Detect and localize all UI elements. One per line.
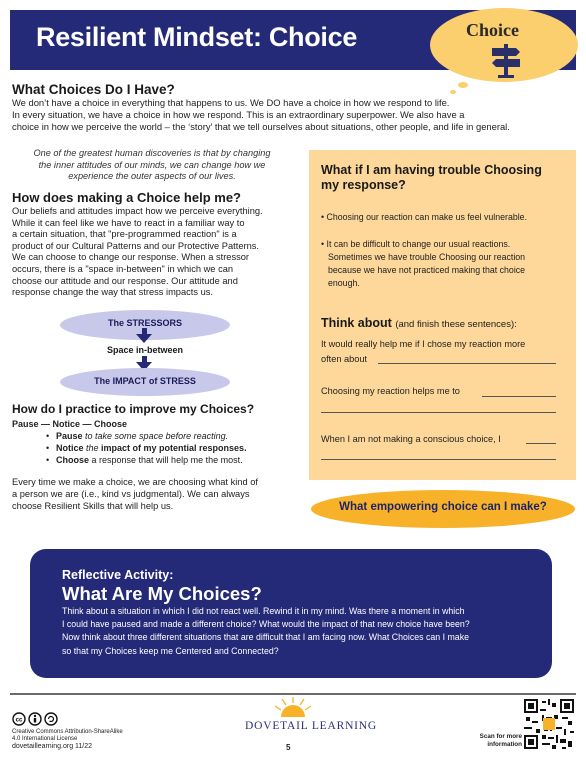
svg-text:cc: cc bbox=[15, 717, 23, 724]
what-choices-line: In every situation, we have a choice in how we respond. This is an extraordinary superpower. We also have a bbox=[12, 109, 465, 120]
dovetail-learning-logo: DOVETAIL LEARNING bbox=[245, 720, 378, 732]
practice-closing bbox=[12, 477, 302, 512]
page-number: 5 bbox=[286, 743, 291, 752]
steps-label: Pause — Notice — Choose bbox=[12, 419, 128, 429]
panel-bullet-1: • Choosing our reaction can make us feel vulnerable. bbox=[321, 212, 528, 222]
section-heading-how-help: How does making a Choice help me? bbox=[12, 190, 241, 205]
license-line: 4.0 International License bbox=[12, 736, 78, 742]
how-help-line: occurs, there is a "space in-between" in which we can bbox=[12, 263, 234, 274]
creative-commons-icon bbox=[12, 712, 62, 726]
answer-line[interactable] bbox=[526, 443, 556, 444]
page-title: Resilient Mindset: Choice bbox=[36, 22, 358, 52]
reflective-activity-body bbox=[62, 605, 532, 658]
qr-code-icon[interactable] bbox=[524, 699, 574, 749]
section-heading-practice: How do I practice to improve my Choices? bbox=[12, 402, 255, 416]
prompt-3: When I am not making a conscious choice, I bbox=[321, 434, 501, 444]
closing-line: Every time we make a choice, we are choosing what kind of bbox=[12, 477, 258, 487]
footer-divider bbox=[10, 693, 576, 695]
empower-question: What empowering choice can I make? bbox=[339, 501, 547, 513]
list-item: • Pause to take some space before reacting. bbox=[46, 431, 229, 441]
answer-line[interactable] bbox=[378, 363, 556, 364]
reflect-line: Now think about three different situations that are difficult that I am facing now. What Choices can I make bbox=[62, 632, 469, 643]
how-help-line: We can choose to change our response. When a stressor bbox=[12, 252, 250, 263]
prompt-2: Choosing my reaction helps me to bbox=[321, 386, 460, 396]
bullet2-line: because we have not practiced making that choice bbox=[328, 265, 526, 275]
quote-line: experience the outer aspects of our lives. bbox=[68, 171, 236, 181]
list-item: • Notice the impact of my potential responses. bbox=[46, 443, 247, 453]
closing-line: a person we are (i.e., kind vs judgmental). We can always bbox=[12, 488, 250, 499]
sun-logo-icon bbox=[273, 697, 313, 717]
how-help-line: While it can feel like we have to react in a familiar way to bbox=[12, 217, 245, 228]
bubble-tail bbox=[450, 90, 456, 94]
bullet2-line: • It can be difficult to change our usual reactions. bbox=[321, 239, 511, 249]
how-help-line: a certain situation, that "pre-programmed reaction" is a bbox=[12, 229, 237, 240]
choose-word: Choose bbox=[56, 455, 90, 465]
bubble-tail bbox=[458, 82, 468, 88]
trouble-panel bbox=[309, 150, 576, 480]
license-line: Creative Commons Attribution-ShareAlike bbox=[12, 729, 123, 735]
signpost-icon bbox=[486, 40, 526, 78]
prompt-1-line: often about bbox=[321, 354, 367, 364]
site-link[interactable]: dovetaillearning.org 11/22 bbox=[12, 743, 93, 750]
how-help-paragraph bbox=[12, 206, 302, 299]
how-help-line: response change the way that stress impacts us. bbox=[12, 287, 214, 298]
bullet2-line: enough. bbox=[328, 278, 360, 288]
space-in-between-label: Space in-between bbox=[106, 345, 184, 355]
panel-heading-line: my response? bbox=[321, 178, 406, 192]
list-item: • Choose a response that will help me the most. bbox=[46, 455, 243, 465]
answer-line[interactable] bbox=[321, 459, 556, 460]
notice-word: Notice bbox=[56, 443, 84, 453]
answer-line[interactable] bbox=[321, 412, 556, 413]
scan-line: Scan for more bbox=[479, 733, 522, 740]
reflect-line: I could have paused and made a different choice? What would the impact of that new choice have been? bbox=[62, 619, 470, 630]
reflective-activity-kicker: Reflective Activity: bbox=[62, 568, 174, 582]
think-about-label: Think about bbox=[321, 316, 392, 330]
section-heading-what-choices: What Choices Do I Have? bbox=[12, 82, 175, 97]
panel-heading-line: What if I am having trouble Choosing bbox=[321, 163, 542, 177]
how-help-line: Our beliefs and attitudes impact how we perceive everything. bbox=[12, 206, 263, 216]
choice-badge-label: Choice bbox=[466, 20, 519, 40]
scan-caption bbox=[466, 733, 522, 749]
reflective-activity-title: What Are My Choices? bbox=[62, 583, 262, 604]
think-about-sub: (and finish these sentences): bbox=[395, 319, 517, 330]
panel-bullet-2 bbox=[321, 238, 566, 290]
arrow-down-icon bbox=[136, 334, 152, 343]
quote-line: the inner attitudes of our minds, we can change how we bbox=[38, 159, 266, 170]
stressors-label: The STRESSORS bbox=[107, 318, 182, 328]
prompt-1-line: It would really help me if I chose my reaction more bbox=[321, 339, 526, 349]
quote bbox=[16, 148, 288, 183]
scan-line: information bbox=[487, 741, 522, 748]
reflect-line: Think about a situation in which I did not react well. Rewind it in my mind. Was there a moment in which bbox=[62, 606, 465, 616]
notice-rest: impact of my potential responses. bbox=[101, 443, 247, 453]
quote-line: One of the greatest human discoveries is that by changing bbox=[33, 148, 271, 158]
closing-line: choose Resilient Skills that will help us. bbox=[12, 500, 174, 511]
think-about-heading bbox=[321, 316, 517, 330]
what-choices-line: We don’t have a choice in everything that happens to us. We DO have a choice in how we respond to life. bbox=[12, 97, 450, 108]
pause-word: Pause bbox=[56, 431, 83, 441]
choose-rest: a response that will help me the most. bbox=[89, 455, 243, 465]
how-help-line: choose our attitude and our response. Our attitude and bbox=[12, 275, 238, 286]
impact-label: The IMPACT of STRESS bbox=[94, 376, 196, 386]
panel-heading bbox=[321, 163, 561, 193]
bullet2-line: Sometimes we have trouble Choosing our reaction bbox=[328, 252, 526, 262]
how-help-line: product of our Cultural Patterns and our Protective Patterns. bbox=[12, 240, 260, 251]
pause-rest: to take some space before reacting. bbox=[82, 431, 229, 441]
what-choices-line: choice in how we perceive the world – the ‘story’ that we tell ourselves about situations, other people, and life in general. bbox=[12, 121, 510, 132]
answer-line[interactable] bbox=[482, 396, 556, 397]
notice-connector: the bbox=[83, 443, 102, 453]
reflect-line: so that my Choices keep me Centered and Connected? bbox=[62, 645, 279, 656]
